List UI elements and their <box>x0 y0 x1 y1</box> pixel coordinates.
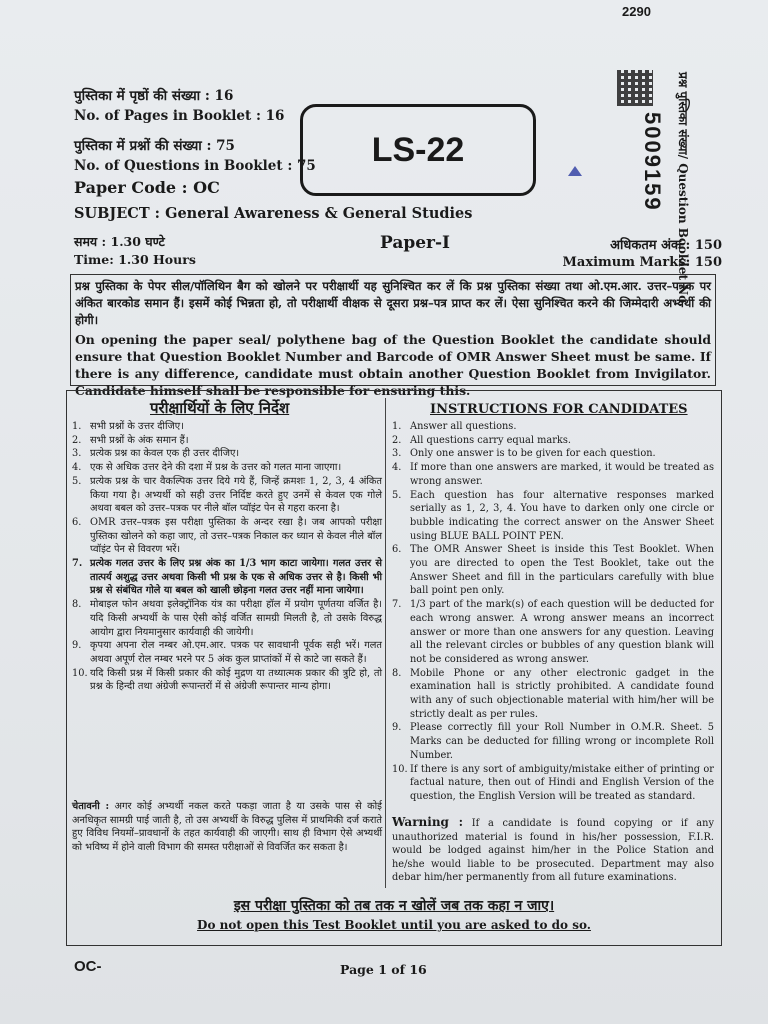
top-number: 2290 <box>622 4 651 19</box>
booklet-serial-number: 5009159 <box>640 112 665 212</box>
list-item: 5. Each question has four alternative responses marked serially as 1, 2, 3, 4. You have to darken only one circle or bubble indicating the correct answer on the Answer Sheet using BLUE BALL POINT PEN. <box>392 489 714 542</box>
list-item: 8. मोबाइल फोन अथवा इलेक्ट्रॉनिक यंत्र का परीक्षा हॉल में प्रयोग पूर्णतया वर्जित है। यदि किसी अभ्यर्थी के पास ऐसी कोई वर्जित सामग्री मिलती है, तो उसके विरुद्ध आयोग द्वारा नियमानुसार कार्यवाही की जायेगी। <box>72 599 382 638</box>
list-item: 6. The OMR Answer Sheet is inside this Test Booklet. When you are directed to open the Test Booklet, take out the Answer Sheet and fill in the particulars carefully with blue ball point pen only. <box>392 544 714 597</box>
time-hindi: समय : 1.30 घण्टे <box>74 234 165 249</box>
warning-label-hindi: चेतावनी : <box>72 801 110 812</box>
warning-hindi <box>72 800 382 854</box>
column-divider <box>385 398 386 888</box>
seal-notice-english: On opening the paper seal/ polythene bag of the Question Booklet the candidate should ensure that Question Booklet Number and Barcode of OMR Answer Sheet must be same. If there is any difference, candidate must obtain another Question Booklet from Invigilator. Candidate himself shall be responsible for ensuring this. <box>75 332 711 398</box>
list-item: 4. एक से अधिक उत्तर देने की दशा में प्रश्न के उत्तर को गलत माना जाएगा। <box>72 462 342 474</box>
serial-label-hindi: प्रश्न पुस्तिका संख्या/ <box>676 72 690 160</box>
page-number: Page 1 of 16 <box>340 962 427 977</box>
paper-code: Paper Code : OC <box>74 178 220 197</box>
list-item: 3. प्रत्येक प्रश्न का केवल एक ही उत्तर दीजिए। <box>72 448 240 460</box>
list-item: 2. All questions carry equal marks. <box>392 434 571 446</box>
warning-label-english: Warning : <box>392 815 464 829</box>
list-item: 7. प्रत्येक गलत उत्तर के लिए प्रश्न अंक का 1/3 भाग काटा जायेगा। गलत उत्तर से तात्पर्य अशुद्ध उत्तर अथवा किसी भी प्रश्न के एक से अधिक उत्तर से है। किसी भी प्रश्न से संबंधित गोले या बबल को खाली छोड़ना गलत उत्तर नहीं माना जायेगा। <box>72 558 382 597</box>
list-item: 2. सभी प्रश्नों के अंक समान हैं। <box>72 434 189 446</box>
max-marks-hindi: अधिकतम अंक : 150 <box>610 238 722 253</box>
instructions-heading-hindi: परीक्षार्थियों के लिए निर्देश <box>150 399 290 417</box>
warning-text-english: If a candidate is found copying or if any unauthorized material is found in his/her possession, F.I.R. would be lodged against him/her in the Police Station and he/she would liable to be prosecuted. Department may also debar him/her permanently from all future examinations. <box>392 818 714 884</box>
list-item: 3. Only one answer is to be given for each question. <box>392 448 656 460</box>
list-item: 4. If more than one answers are marked, it would be treated as wrong answer. <box>392 462 714 487</box>
serial-label <box>676 72 690 307</box>
qr-code-icon <box>617 70 653 106</box>
pages-count-hindi: पुस्तिका में पृष्ठों की संख्या : 16 <box>74 88 234 104</box>
stamp-mark-icon <box>566 164 584 180</box>
questions-count-english: No. of Questions in Booklet : 75 <box>74 158 316 174</box>
warning-english <box>392 816 714 885</box>
paper-title: Paper-I <box>380 233 451 253</box>
list-item: 9. कृपया अपना रोल नम्बर ओ.एम.आर. पत्रक पर सावधानी पूर्वक सही भरें। गलत अथवा अपूर्ण रोल नम्बर भरने पर 5 अंक कुल प्राप्तांकों में से काटे जा सकते हैं। <box>72 640 382 665</box>
list-item: 1. Answer all questions. <box>392 421 517 432</box>
list-item: 10. If there is any sort of ambiguity/mistake either of printing or factual nature, then out of Hindi and English Version of the question, the English Version will be treated as standard. <box>392 763 714 802</box>
booklet-code-box <box>300 104 536 196</box>
pages-count-english: No. of Pages in Booklet : 16 <box>74 108 285 124</box>
do-not-open-hindi: इस परीक्षा पुस्तिका को तब तक न खोलें जब तक कहा न जाए। <box>233 898 555 914</box>
instructions-list-hindi <box>72 420 382 694</box>
footer-code: OC- <box>74 958 102 975</box>
warning-text-hindi: अगर कोई अभ्यर्थी नकल करते पकड़ा जाता है या उसके पास से कोई अनधिकृत सामग्री पाई जाती है, तो उस अभ्यर्थी के विरुद्ध पुलिस में प्राथमिकी दर्ज कराते हुए विविध नियमों–प्रावधानों के तहत कार्यवाही की जाएगी। साथ ही विभाग ऐसे अभ्यर्थी को भविष्य में होने वाली विभाग की समस्त परीक्षाओं से विवर्जित कर सकता है। <box>72 801 382 853</box>
time-english: Time: 1.30 Hours <box>74 252 196 267</box>
list-item: 7. 1/3 part of the mark(s) of each question will be deducted for each wrong answer. A wrong answer means an incorrect answer or more than one answers for any question. Leaving all the relevant circles or bubbles of any question blank will not be considered as wrong answer. <box>392 599 714 665</box>
booklet-code: LS-22 <box>371 130 465 169</box>
list-item: 1. सभी प्रश्नों के उत्तर दीजिए। <box>72 421 184 432</box>
list-item: 10. यदि किसी प्रश्न में किसी प्रकार की कोई मुद्रण या तथ्यात्मक प्रकार की त्रुटि हो, तो प्रश्न के हिन्दी तथा अंग्रेजी रूपान्तरों में से अंग्रेजी रूपान्तर मान्य होगा। <box>72 667 382 693</box>
max-marks-english: Maximum Marks: 150 <box>562 255 722 270</box>
questions-count-hindi: पुस्तिका में प्रश्नों की संख्या : 75 <box>74 138 235 154</box>
list-item: 5. प्रत्येक प्रश्न के चार वैकल्पिक उत्तर दिये गये हैं, जिन्हें क्रमशः 1, 2, 3, 4 अंकित किया गया है। अभ्यर्थी को सही उत्तर निर्दिष्ट करते हुए उनमें से केवल एक गोले अथवा बबल को उत्तर–पत्रक पर नीले बॉल प्वॉइंट पेन से गहरा करना है। <box>72 475 382 515</box>
seal-notice-hindi: प्रश्न पुस्तिका के पेपर सील/पॉलिथिन बैग को खोलने पर परीक्षार्थी यह सुनिश्चित कर लें कि प्रश्न पुस्तिका संख्या तथा ओ.एम.आर. उत्तर–पत्रक पर अंकित बारकोड समान हैं। इसमें कोई भिन्नता हो, तो परीक्षार्थी वीक्षक से दूसरा प्रश्न–पत्र प्राप्त कर लें। ऐसा सुनिश्चित करने की जिम्मेदारी अभ्यर्थी की होगी। <box>75 279 711 327</box>
serial-label-english: Question Booklet No. <box>676 163 690 308</box>
list-item: 9. Please correctly fill your Roll Number in O.M.R. Sheet. 5 Marks can be deducted for filling wrong or incomplete Roll Number. <box>392 722 714 761</box>
list-item: 6. OMR उत्तर–पत्रक इस परीक्षा पुस्तिका के अन्दर रखा है। जब आपको परीक्षा पुस्तिका खोलने को कहा जाए, तो उत्तर–पत्रक निकाल कर ध्यान से केवल नीले बॉल प्वॉइंट पेन से विवरण भरें। <box>72 516 382 556</box>
list-item: 8. Mobile Phone or any other electronic gadget in the examination hall is strictly prohibited. A candidate found with any of such objectionable material with him/her will be strictly dealt as per rules. <box>392 667 714 720</box>
seal-notice-box <box>70 274 716 398</box>
do-not-open-english: Do not open this Test Booklet until you are asked to do so. <box>197 918 591 932</box>
subject: SUBJECT : General Awareness & General Studies <box>74 205 473 222</box>
instructions-list-english <box>392 420 714 804</box>
instructions-heading-english: INSTRUCTIONS FOR CANDIDATES <box>430 402 688 417</box>
